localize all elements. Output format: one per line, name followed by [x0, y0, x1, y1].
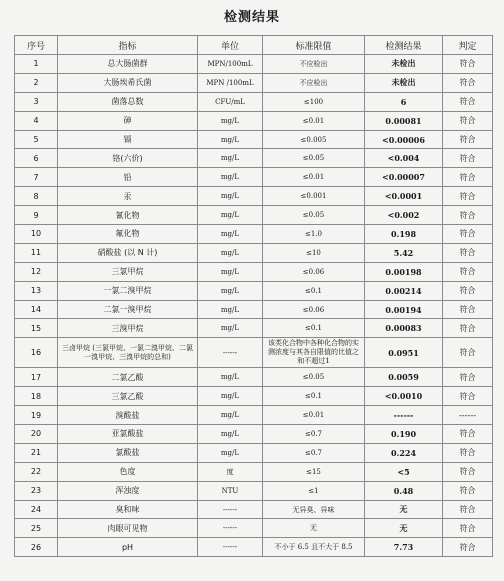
verdict-cell: 符合	[443, 443, 493, 462]
table-row	[15, 368, 493, 387]
row-number: 11	[15, 243, 58, 262]
row-number: 8	[15, 187, 58, 206]
indicator-cell: 三溴甲烷	[58, 319, 198, 338]
row-number: 21	[15, 443, 58, 462]
verdict-cell: 符合	[443, 206, 493, 225]
limit-cell: 不应检出	[263, 55, 365, 74]
result-cell: <5	[365, 462, 443, 481]
indicator-cell: 汞	[58, 187, 198, 206]
limit-cell: ≤0.06	[263, 262, 365, 281]
verdict-cell: 符合	[443, 111, 493, 130]
indicator-cell: 亚氯酸盐	[58, 425, 198, 444]
table-body	[15, 55, 493, 557]
indicator-cell: 溴酸盐	[58, 406, 198, 425]
row-number: 3	[15, 92, 58, 111]
table-row	[15, 149, 493, 168]
verdict-cell: 符合	[443, 168, 493, 187]
table-row	[15, 319, 493, 338]
table-row	[15, 300, 493, 319]
verdict-cell: 符合	[443, 368, 493, 387]
limit-cell: ≤0.05	[263, 368, 365, 387]
row-number: 15	[15, 319, 58, 338]
result-cell: 0.0951	[365, 338, 443, 368]
header-verdict: 判定	[443, 36, 493, 55]
verdict-cell: 符合	[443, 319, 493, 338]
indicator-cell: 氰化物	[58, 206, 198, 225]
unit-cell: mg/L	[198, 111, 263, 130]
table-row	[15, 73, 493, 92]
table-row	[15, 538, 493, 557]
row-number: 9	[15, 206, 58, 225]
indicator-cell: 菌落总数	[58, 92, 198, 111]
row-number: 5	[15, 130, 58, 149]
row-number: 23	[15, 481, 58, 500]
header-result: 检测结果	[365, 36, 443, 55]
unit-cell: NTU	[198, 481, 263, 500]
unit-cell: ------	[198, 500, 263, 519]
limit-cell: ≤0.001	[263, 187, 365, 206]
verdict-cell: 符合	[443, 243, 493, 262]
header-limit: 标准限值	[263, 36, 365, 55]
unit-cell: mg/L	[198, 206, 263, 225]
result-cell: <0.00006	[365, 130, 443, 149]
verdict-cell: 符合	[443, 538, 493, 557]
result-cell: 0.48	[365, 481, 443, 500]
page-title: 检测结果	[223, 10, 280, 25]
indicator-cell: 氯酸盐	[58, 443, 198, 462]
limit-cell: ≤0.7	[263, 425, 365, 444]
unit-cell: mg/L	[198, 243, 263, 262]
limit-cell: ≤0.1	[263, 387, 365, 406]
unit-cell: MPN/100mL	[198, 55, 263, 74]
row-number: 7	[15, 168, 58, 187]
limit-cell: 无	[263, 519, 365, 538]
indicator-cell: 三卤甲烷 (三氯甲烷、一氯二溴甲烷、二氯一溴甲烷、三溴甲烷的总和)	[58, 338, 198, 368]
indicator-cell: 总大肠菌群	[58, 55, 198, 74]
indicator-cell: 硝酸盐 (以 N 计)	[58, 243, 198, 262]
table-row	[15, 387, 493, 406]
verdict-cell: 符合	[443, 462, 493, 481]
table-row	[15, 225, 493, 244]
row-number: 22	[15, 462, 58, 481]
row-number: 13	[15, 281, 58, 300]
result-cell: <0.004	[365, 149, 443, 168]
result-cell: <0.002	[365, 206, 443, 225]
verdict-cell: 符合	[443, 425, 493, 444]
header-unit: 单位	[198, 36, 263, 55]
indicator-cell: 铬(六价)	[58, 149, 198, 168]
indicator-cell: 大肠埃希氏菌	[58, 73, 198, 92]
unit-cell: 度	[198, 462, 263, 481]
indicator-cell: 肉眼可见物	[58, 519, 198, 538]
row-number: 14	[15, 300, 58, 319]
row-number: 26	[15, 538, 58, 557]
row-number: 25	[15, 519, 58, 538]
indicator-cell: 二氯乙酸	[58, 368, 198, 387]
verdict-cell: 符合	[443, 481, 493, 500]
unit-cell: mg/L	[198, 443, 263, 462]
limit-cell: ≤10	[263, 243, 365, 262]
verdict-cell: ------	[443, 406, 493, 425]
result-cell: <0.0001	[365, 187, 443, 206]
limit-cell: ≤0.06	[263, 300, 365, 319]
indicator-cell: 二氯一溴甲烷	[58, 300, 198, 319]
table-row	[15, 500, 493, 519]
verdict-cell: 符合	[443, 149, 493, 168]
header-indicator: 指标	[58, 36, 198, 55]
result-cell: 未检出	[365, 73, 443, 92]
limit-cell: ≤0.01	[263, 111, 365, 130]
limit-cell: ≤100	[263, 92, 365, 111]
unit-cell: mg/L	[198, 425, 263, 444]
indicator-cell: 一氯二溴甲烷	[58, 281, 198, 300]
indicator-cell: 铅	[58, 168, 198, 187]
result-cell: 6	[365, 92, 443, 111]
unit-cell: mg/L	[198, 319, 263, 338]
verdict-cell: 符合	[443, 281, 493, 300]
row-number: 12	[15, 262, 58, 281]
result-cell: 0.224	[365, 443, 443, 462]
result-cell: 7.73	[365, 538, 443, 557]
unit-cell: mg/L	[198, 387, 263, 406]
unit-cell: mg/L	[198, 262, 263, 281]
limit-cell: ≤15	[263, 462, 365, 481]
table-row	[15, 519, 493, 538]
table-row	[15, 55, 493, 74]
verdict-cell: 符合	[443, 92, 493, 111]
verdict-cell: 符合	[443, 130, 493, 149]
result-cell: 0.0059	[365, 368, 443, 387]
table-row	[15, 462, 493, 481]
unit-cell: ------	[198, 519, 263, 538]
table-row	[15, 262, 493, 281]
row-number: 10	[15, 225, 58, 244]
limit-cell: 无异臭、异味	[263, 500, 365, 519]
result-cell: 5.42	[365, 243, 443, 262]
verdict-cell: 符合	[443, 387, 493, 406]
table-row	[15, 206, 493, 225]
verdict-cell: 符合	[443, 519, 493, 538]
limit-cell: ≤0.05	[263, 149, 365, 168]
indicator-cell: 浑浊度	[58, 481, 198, 500]
table-row	[15, 338, 493, 368]
results-table	[14, 35, 493, 557]
unit-cell: mg/L	[198, 187, 263, 206]
limit-cell: ≤0.01	[263, 406, 365, 425]
row-number: 4	[15, 111, 58, 130]
unit-cell: ------	[198, 338, 263, 368]
table-row	[15, 243, 493, 262]
indicator-cell: pH	[58, 538, 198, 557]
table-row	[15, 130, 493, 149]
table-row	[15, 443, 493, 462]
table-row	[15, 92, 493, 111]
result-cell: <0.00007	[365, 168, 443, 187]
verdict-cell: 符合	[443, 187, 493, 206]
result-cell: 0.00194	[365, 300, 443, 319]
table-row	[15, 168, 493, 187]
limit-cell: 不应检出	[263, 73, 365, 92]
row-number: 19	[15, 406, 58, 425]
unit-cell: mg/L	[198, 168, 263, 187]
verdict-cell: 符合	[443, 73, 493, 92]
unit-cell: mg/L	[198, 149, 263, 168]
row-number: 24	[15, 500, 58, 519]
limit-cell: ≤1	[263, 481, 365, 500]
indicator-cell: 氟化物	[58, 225, 198, 244]
verdict-cell: 符合	[443, 262, 493, 281]
verdict-cell: 符合	[443, 225, 493, 244]
unit-cell: mg/L	[198, 406, 263, 425]
verdict-cell: 符合	[443, 500, 493, 519]
result-cell: 0.198	[365, 225, 443, 244]
result-cell: 0.00214	[365, 281, 443, 300]
limit-cell: ≤0.1	[263, 281, 365, 300]
result-cell: 0.00081	[365, 111, 443, 130]
indicator-cell: 臭和味	[58, 500, 198, 519]
table-row	[15, 187, 493, 206]
result-cell: 0.00198	[365, 262, 443, 281]
result-cell: 0.190	[365, 425, 443, 444]
row-number: 2	[15, 73, 58, 92]
table-row	[15, 406, 493, 425]
verdict-cell: 符合	[443, 300, 493, 319]
unit-cell: mg/L	[198, 130, 263, 149]
row-number: 6	[15, 149, 58, 168]
indicator-cell: 镉	[58, 130, 198, 149]
header-no: 序号	[15, 36, 58, 55]
verdict-cell: 符合	[443, 55, 493, 74]
indicator-cell: 砷	[58, 111, 198, 130]
unit-cell: mg/L	[198, 368, 263, 387]
row-number: 20	[15, 425, 58, 444]
limit-cell: ≤1.0	[263, 225, 365, 244]
result-cell: 0.00083	[365, 319, 443, 338]
row-number: 18	[15, 387, 58, 406]
result-cell: 无	[365, 500, 443, 519]
result-cell: ------	[365, 406, 443, 425]
result-cell: <0.0010	[365, 387, 443, 406]
unit-cell: mg/L	[198, 281, 263, 300]
table-row	[15, 111, 493, 130]
limit-cell: ≤0.005	[263, 130, 365, 149]
unit-cell: ------	[198, 538, 263, 557]
limit-cell: ≤0.7	[263, 443, 365, 462]
indicator-cell: 色度	[58, 462, 198, 481]
row-number: 16	[15, 338, 58, 368]
unit-cell: mg/L	[198, 225, 263, 244]
indicator-cell: 三氯乙酸	[58, 387, 198, 406]
indicator-cell: 三氯甲烷	[58, 262, 198, 281]
table-row	[15, 425, 493, 444]
result-cell: 未检出	[365, 55, 443, 74]
table-header-row	[15, 36, 493, 55]
unit-cell: MPN /100mL	[198, 73, 263, 92]
table-row	[15, 281, 493, 300]
limit-cell: 该类化合物中各种化合物的实测浓度与其各自限值的比值之和不超过1	[263, 338, 365, 368]
limit-cell: ≤0.01	[263, 168, 365, 187]
unit-cell: mg/L	[198, 300, 263, 319]
result-cell: 无	[365, 519, 443, 538]
limit-cell: 不小于 6.5 且不大于 8.5	[263, 538, 365, 557]
row-number: 1	[15, 55, 58, 74]
table-row	[15, 481, 493, 500]
unit-cell: CFU/mL	[198, 92, 263, 111]
limit-cell: ≤0.05	[263, 206, 365, 225]
verdict-cell: 符合	[443, 338, 493, 368]
row-number: 17	[15, 368, 58, 387]
limit-cell: ≤0.1	[263, 319, 365, 338]
